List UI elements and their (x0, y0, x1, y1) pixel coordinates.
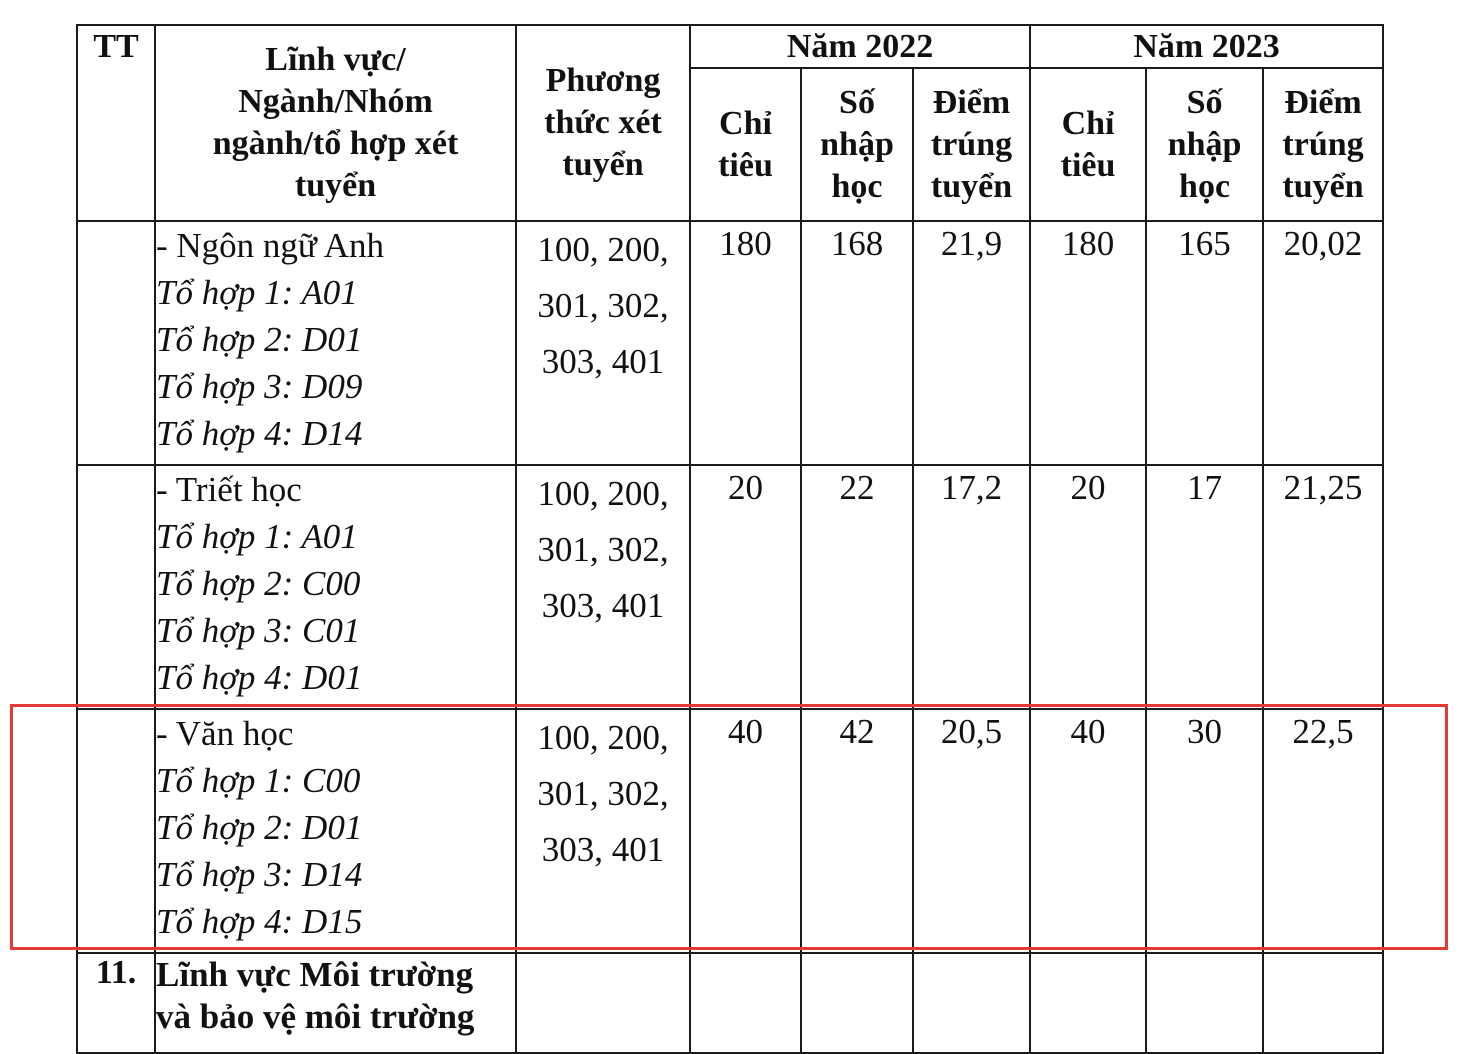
empty-cell (1263, 953, 1383, 1053)
method-line: 100, 200, (537, 230, 669, 269)
quota-2022: 180 (690, 221, 801, 465)
method-line: 303, 401 (541, 586, 665, 625)
row-methods (516, 221, 690, 465)
method-line: 100, 200, (537, 474, 669, 513)
header-enrolled-line: học (831, 167, 883, 205)
section-title-line: và bảo vệ môi trường (156, 997, 475, 1036)
empty-cell (913, 953, 1030, 1053)
row-tt (77, 221, 155, 465)
header-score-line: Điểm (1284, 83, 1362, 121)
section-row (77, 953, 1383, 1053)
combo-item: Tổ hợp 2: D01 (156, 320, 363, 359)
score-2023: 22,5 (1263, 709, 1383, 953)
table-row (77, 221, 1383, 465)
row-field (155, 465, 516, 709)
combo-item: Tổ hợp 3: D09 (156, 367, 363, 406)
quota-2023: 20 (1030, 465, 1146, 709)
header-enrolled-line: Số (1186, 83, 1223, 121)
row-field (155, 221, 516, 465)
program-name: - Triết học (156, 470, 302, 509)
quota-2022: 40 (690, 709, 801, 953)
empty-cell (1030, 953, 1146, 1053)
table-row-highlighted (77, 709, 1383, 953)
enrolled-2023: 17 (1146, 465, 1263, 709)
header-enrolled-2023 (1146, 68, 1263, 221)
enrolled-2022: 22 (801, 465, 913, 709)
enrolled-2023: 165 (1146, 221, 1263, 465)
header-quota-line: tiêu (718, 146, 773, 184)
header-year-2022: Năm 2022 (690, 25, 1030, 68)
section-title-line: Lĩnh vực Môi trường (156, 955, 474, 994)
header-enrolled-line: nhập (820, 125, 894, 163)
program-name: - Văn học (156, 714, 294, 753)
header-field-line: tuyển (294, 167, 377, 204)
combo-item: Tổ hợp 1: C00 (156, 761, 361, 800)
combo-item: Tổ hợp 1: A01 (156, 517, 358, 556)
score-2023: 20,02 (1263, 221, 1383, 465)
empty-cell (1146, 953, 1263, 1053)
combo-item: Tổ hợp 3: D14 (156, 855, 363, 894)
header-enrolled-line: Số (839, 83, 875, 121)
header-score-line: tuyển (930, 167, 1013, 205)
header-quota-line: Chỉ (719, 104, 772, 142)
combo-item: Tổ hợp 2: D01 (156, 808, 363, 847)
header-score-2023 (1263, 68, 1383, 221)
enrolled-2022: 42 (801, 709, 913, 953)
method-line: 301, 302, (537, 774, 669, 813)
row-tt (77, 465, 155, 709)
combo-item: Tổ hợp 4: D15 (156, 902, 363, 941)
method-line: 100, 200, (537, 718, 669, 757)
empty-cell (801, 953, 913, 1053)
combo-item: Tổ hợp 4: D14 (156, 414, 363, 453)
combo-item: Tổ hợp 4: D01 (156, 658, 363, 697)
header-score-2022 (913, 68, 1030, 221)
header-score-line: trúng (930, 125, 1013, 163)
program-name: - Ngôn ngữ Anh (156, 226, 384, 265)
header-field-line: Ngành/Nhóm (238, 83, 433, 120)
header-enrolled-line: nhập (1167, 125, 1242, 163)
score-2022: 20,5 (913, 709, 1030, 953)
header-method (516, 25, 690, 221)
row-field (155, 709, 516, 953)
admission-table (76, 24, 1384, 1054)
combo-item: Tổ hợp 3: C01 (156, 611, 361, 650)
header-method-line: Phương (545, 62, 661, 99)
section-number: 11. (77, 953, 155, 1053)
method-line: 301, 302, (537, 286, 669, 325)
header-score-line: trúng (1282, 125, 1364, 163)
score-2022: 17,2 (913, 465, 1030, 709)
header-enrolled-line: học (1179, 167, 1231, 205)
header-quota-line: tiêu (1060, 146, 1116, 184)
header-year-2023: Năm 2023 (1030, 25, 1383, 68)
header-enrolled-2022 (801, 68, 913, 221)
quota-2023: 180 (1030, 221, 1146, 465)
method-line: 301, 302, (537, 530, 669, 569)
header-method-line: tuyển (562, 146, 644, 183)
header-quota-line: Chỉ (1061, 104, 1115, 142)
empty-cell (516, 953, 690, 1053)
empty-cell (690, 953, 801, 1053)
enrolled-2022: 168 (801, 221, 913, 465)
method-line: 303, 401 (541, 342, 665, 381)
row-methods (516, 709, 690, 953)
header-quota-2023 (1030, 68, 1146, 221)
header-quota-2022 (690, 68, 801, 221)
score-2023: 21,25 (1263, 465, 1383, 709)
header-tt: TT (77, 25, 155, 221)
header-field-line: Lĩnh vực/ (265, 41, 406, 78)
combo-item: Tổ hợp 2: C00 (156, 564, 361, 603)
row-tt (77, 709, 155, 953)
combo-item: Tổ hợp 1: A01 (156, 273, 358, 312)
quota-2023: 40 (1030, 709, 1146, 953)
enrolled-2023: 30 (1146, 709, 1263, 953)
table-row (77, 465, 1383, 709)
header-method-line: thức xét (544, 104, 662, 141)
score-2022: 21,9 (913, 221, 1030, 465)
header-field (155, 25, 516, 221)
header-field-line: ngành/tổ hợp xét (212, 125, 459, 162)
quota-2022: 20 (690, 465, 801, 709)
header-score-line: tuyển (1282, 167, 1364, 205)
method-line: 303, 401 (541, 830, 665, 869)
header-score-line: Điểm (932, 83, 1011, 121)
row-methods (516, 465, 690, 709)
section-title (155, 953, 516, 1053)
